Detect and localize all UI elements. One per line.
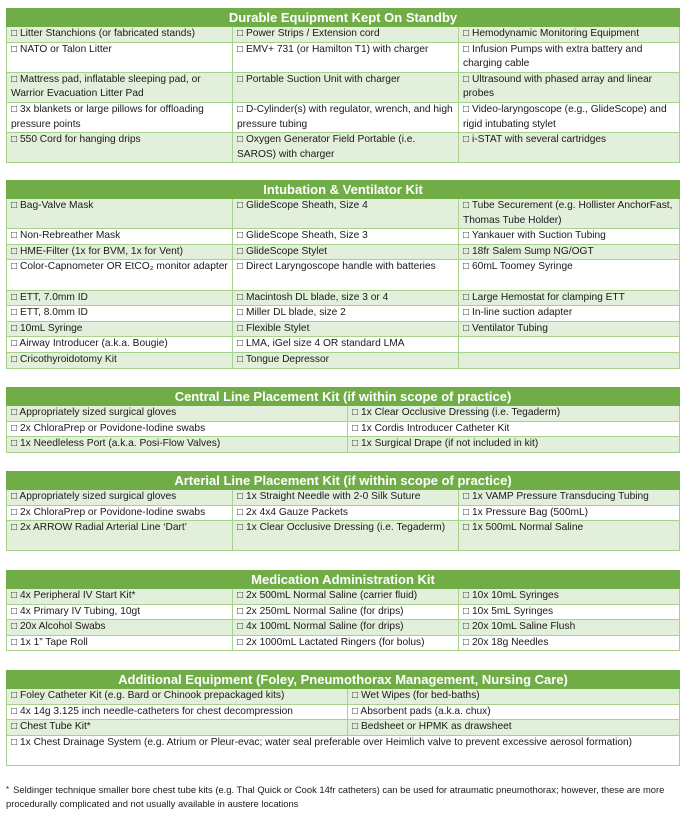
- checklist-item-label: 1x Clear Occlusive Dressing (i.e. Tegaderm): [360, 407, 561, 418]
- checkbox-icon[interactable]: □: [237, 605, 246, 617]
- checklist-item-label: 2x ChloraPrep or Povidone-Iodine swabs: [19, 422, 206, 434]
- table-row: [7, 490, 680, 506]
- checklist-item[interactable]: [459, 290, 680, 306]
- checklist-item[interactable]: [7, 72, 233, 102]
- checklist-item[interactable]: [233, 352, 459, 368]
- checklist-item-label: 1x Straight Needle with 2-0 Silk Suture: [245, 491, 421, 502]
- checklist-item[interactable]: [459, 490, 680, 506]
- checklist-item[interactable]: [7, 27, 233, 43]
- checklist-item[interactable]: [459, 635, 680, 651]
- checkbox-icon[interactable]: □: [352, 407, 361, 418]
- checkbox-icon[interactable]: □: [11, 322, 20, 334]
- table-row: [7, 352, 680, 368]
- checklist-item-label: Large Hemostat for clamping ETT: [471, 291, 625, 303]
- checklist-item-label: 1x Needleless Port (a.k.a. Posi-Flow Valves): [19, 438, 221, 450]
- checklist-item[interactable]: [233, 27, 459, 43]
- checkbox-icon[interactable]: □: [463, 322, 472, 334]
- checkbox-icon[interactable]: □: [11, 134, 20, 146]
- checklist-item-label: Flexible Stylet: [245, 322, 310, 334]
- checkbox-icon[interactable]: □: [11, 605, 20, 617]
- checklist-item-label: 1x Clear Occlusive Dressing (i.e. Tegaderm): [245, 522, 446, 534]
- checkbox-icon[interactable]: □: [237, 230, 246, 242]
- table-row: [7, 635, 680, 651]
- checkbox-icon[interactable]: □: [463, 522, 472, 534]
- table-row: [7, 133, 680, 163]
- table-row: [7, 321, 680, 337]
- checkbox-icon[interactable]: □: [463, 291, 472, 303]
- checklist-item-label: 3x blankets or large pillows for offloading pressure points: [11, 103, 204, 130]
- intubation-ventilator-table: [6, 180, 680, 369]
- checklist-item[interactable]: [7, 421, 348, 437]
- table-row: [7, 421, 680, 437]
- table-row: [7, 290, 680, 306]
- table-row: [7, 437, 680, 453]
- footnote-text: Seldinger technique smaller bore chest tube kits (e.g. Thal Quick or Cook 14fr catheters) can be used for atraumatic pneumothorax; however, these are more procedurally complicated and not usually available in austere locations: [6, 784, 665, 809]
- table-row: [7, 604, 680, 620]
- checkbox-icon[interactable]: □: [237, 73, 246, 85]
- checklist-item[interactable]: [233, 620, 459, 636]
- table-row: [7, 72, 680, 102]
- checklist-item-label: Video-laryngoscope (e.g., GlideScope) and rigid intubating stylet: [463, 103, 667, 130]
- checkbox-icon[interactable]: □: [237, 134, 246, 146]
- checkbox-icon[interactable]: □: [11, 230, 20, 242]
- checklist-item[interactable]: [7, 437, 348, 453]
- checklist-item-label: i-STAT with several cartridges: [471, 134, 607, 146]
- checkbox-icon[interactable]: □: [11, 407, 20, 418]
- checklist-item[interactable]: [459, 321, 680, 337]
- checklist-item-label: 20x Alcohol Swabs: [19, 621, 106, 633]
- checkbox-icon[interactable]: □: [237, 353, 246, 365]
- checklist-item-label: 2x 250mL Normal Saline (for drips): [245, 605, 404, 617]
- checklist-item[interactable]: [233, 604, 459, 620]
- checkbox-icon[interactable]: □: [463, 43, 472, 55]
- checklist-item[interactable]: [7, 306, 233, 322]
- checklist-item[interactable]: [7, 244, 233, 260]
- checkbox-icon[interactable]: □: [11, 690, 20, 701]
- checkbox-icon[interactable]: □: [11, 438, 20, 450]
- checklist-item-label: 1x Chest Drainage System (e.g. Atrium or Pleur-evac; water seal preferable over Heimlich valve to prevent excessive aerosol formation): [19, 736, 633, 748]
- medication-administration-table: [6, 570, 680, 651]
- checklist-item-label: 550 Cord for hanging drips: [19, 134, 141, 146]
- checkbox-icon[interactable]: □: [352, 422, 361, 434]
- checkbox-icon[interactable]: □: [237, 28, 246, 39]
- checkbox-icon[interactable]: □: [11, 506, 20, 518]
- checklist-item-label: GlideScope Sheath, Size 4: [245, 200, 368, 211]
- checklist-item[interactable]: [7, 42, 233, 72]
- checkbox-icon[interactable]: □: [11, 491, 20, 502]
- table-row: [7, 689, 680, 705]
- checklist-item[interactable]: [233, 505, 459, 521]
- checkbox-icon[interactable]: □: [11, 28, 20, 39]
- checklist-item[interactable]: [459, 42, 680, 72]
- checklist-item-label: Yankauer with Suction Tubing: [471, 230, 606, 242]
- checkbox-icon[interactable]: □: [463, 134, 472, 146]
- checklist-item-label: 18fr Salem Sump NG/OGT: [471, 245, 594, 257]
- checklist-item[interactable]: [7, 620, 233, 636]
- checkbox-icon[interactable]: □: [463, 103, 472, 115]
- checkbox-icon[interactable]: □: [237, 621, 246, 633]
- checklist-item[interactable]: [233, 337, 459, 353]
- checklist-item-label: Tube Securement (e.g. Hollister AnchorFast, Thomas Tube Holder): [463, 200, 673, 226]
- checklist-item[interactable]: [233, 229, 459, 245]
- checklist-item-label: Airway Introducer (a.k.a. Bougie): [19, 338, 168, 350]
- central-line-table: [6, 387, 680, 453]
- checklist-item-label: D-Cylinder(s) with regulator, wrench, and high pressure tubing: [237, 103, 453, 130]
- checkbox-icon[interactable]: □: [11, 705, 20, 717]
- checkbox-icon[interactable]: □: [237, 291, 246, 303]
- checklist-item: [459, 337, 680, 353]
- checklist-item-label: 1x 500mL Normal Saline: [471, 522, 584, 534]
- checklist-item-label: 20x 18g Needles: [471, 636, 549, 648]
- checklist-item-label: Bag-Valve Mask: [19, 200, 94, 211]
- checkbox-icon[interactable]: □: [11, 200, 20, 211]
- checklist-item[interactable]: [459, 199, 680, 229]
- checklist-item[interactable]: [7, 352, 233, 368]
- checklist-item[interactable]: [7, 102, 233, 132]
- checklist-item[interactable]: [348, 704, 680, 720]
- checklist-item-label: ETT, 7.0mm ID: [19, 291, 88, 303]
- table-row: [7, 260, 680, 290]
- checklist-item[interactable]: [7, 735, 680, 765]
- section-title: Intubation & Ventilator Kit: [7, 181, 680, 199]
- checklist-item[interactable]: [459, 229, 680, 245]
- checklist-item-label: 4x Peripheral IV Start Kit*: [19, 590, 136, 601]
- checkbox-icon[interactable]: □: [11, 338, 20, 350]
- checkbox-icon[interactable]: □: [11, 422, 20, 434]
- checklist-item[interactable]: [7, 321, 233, 337]
- table-row: [7, 306, 680, 322]
- checklist-item[interactable]: [459, 521, 680, 551]
- checklist-item-label: EMV+ 731 (or Hamilton T1) with charger: [245, 43, 429, 55]
- checklist-item-label: Miller DL blade, size 2: [245, 307, 346, 319]
- checklist-item[interactable]: [7, 229, 233, 245]
- checklist-item[interactable]: [233, 260, 459, 290]
- footnote-marker: *: [6, 785, 10, 794]
- checkbox-icon[interactable]: □: [237, 522, 246, 534]
- checklist-item[interactable]: [7, 589, 233, 605]
- checklist-item[interactable]: [7, 133, 233, 163]
- checkbox-icon[interactable]: □: [237, 245, 246, 257]
- section-title: Arterial Line Placement Kit (if within scope of practice): [7, 472, 680, 490]
- table-row: [7, 27, 680, 43]
- checklist-item-label: Appropriately sized surgical gloves: [19, 407, 177, 418]
- checkbox-icon[interactable]: □: [237, 261, 246, 273]
- checklist-item[interactable]: [233, 635, 459, 651]
- checkbox-icon[interactable]: □: [352, 721, 361, 733]
- checklist-item-label: 60mL Toomey Syringe: [471, 261, 573, 273]
- checklist-item-label: 4x 14g 3.125 inch needle-catheters for chest decompression: [19, 705, 293, 717]
- checklist-item[interactable]: [233, 72, 459, 102]
- checkbox-icon[interactable]: □: [11, 43, 20, 55]
- checkbox-icon[interactable]: □: [11, 103, 20, 115]
- checklist-item-label: NATO or Talon Litter: [19, 43, 112, 55]
- checklist-item[interactable]: [233, 321, 459, 337]
- checklist-item-label: 2x 4x4 Gauze Packets: [245, 506, 348, 518]
- table-row: [7, 521, 680, 551]
- checklist-item[interactable]: [7, 337, 233, 353]
- checklist-item-label: 2x 1000mL Lactated Ringers (for bolus): [245, 636, 425, 648]
- table-row: [7, 720, 680, 736]
- checklist-item-label: Ventilator Tubing: [471, 322, 548, 334]
- checklist-item[interactable]: [459, 133, 680, 163]
- checklist-item-label: 1x VAMP Pressure Transducing Tubing: [471, 491, 649, 502]
- checklist-item[interactable]: [7, 406, 348, 422]
- checkbox-icon[interactable]: □: [463, 230, 472, 242]
- checklist-item[interactable]: [459, 102, 680, 132]
- checklist-item-label: LMA, iGel size 4 OR standard LMA: [245, 338, 405, 350]
- checklist-item-label: Macintosh DL blade, size 3 or 4: [245, 291, 389, 303]
- checkbox-icon[interactable]: □: [11, 73, 20, 85]
- checkbox-icon[interactable]: □: [463, 200, 472, 211]
- checkbox-icon[interactable]: □: [11, 307, 20, 319]
- checklist-item-label: 10x 5mL Syringes: [471, 605, 554, 617]
- footnote: [6, 783, 681, 811]
- checklist-item-label: 1x Cordis Introducer Catheter Kit: [360, 422, 510, 434]
- checkbox-icon[interactable]: □: [11, 590, 20, 601]
- checkbox-icon[interactable]: □: [11, 353, 20, 365]
- section-title: Central Line Placement Kit (if within scope of practice): [7, 388, 680, 406]
- checklist-item[interactable]: [459, 505, 680, 521]
- checklist-item-label: 10mL Syringe: [19, 322, 83, 334]
- checkbox-icon[interactable]: □: [463, 261, 472, 273]
- checklist-item[interactable]: [459, 27, 680, 43]
- checkbox-icon[interactable]: □: [11, 621, 20, 633]
- checklist-item[interactable]: [7, 720, 348, 736]
- table-row: [7, 406, 680, 422]
- additional-equipment-table: [6, 670, 680, 766]
- checklist-item[interactable]: [233, 42, 459, 72]
- checkbox-icon[interactable]: □: [11, 736, 20, 748]
- checkbox-icon[interactable]: □: [463, 506, 472, 518]
- checklist-item-label: HME-Filter (1x for BVM, 1x for Vent): [19, 245, 184, 257]
- checklist-item-label: GlideScope Stylet: [245, 245, 327, 257]
- checklist-item[interactable]: [348, 421, 680, 437]
- checklist-item[interactable]: [348, 406, 680, 422]
- checklist-item-label: 2x ARROW Radial Arterial Line ‘Dart’: [19, 522, 188, 534]
- checklist-item[interactable]: [459, 604, 680, 620]
- checkbox-icon[interactable]: □: [463, 621, 472, 633]
- checklist-item[interactable]: [459, 260, 680, 290]
- checklist-item-label: Appropriately sized surgical gloves: [19, 491, 177, 502]
- checkbox-icon[interactable]: □: [11, 245, 20, 257]
- checkbox-icon[interactable]: □: [237, 200, 246, 211]
- checklist-item[interactable]: [233, 244, 459, 260]
- checklist-item-label: Bedsheet or HPMK as drawsheet: [360, 721, 512, 733]
- checklist-item[interactable]: [233, 490, 459, 506]
- checkbox-icon[interactable]: □: [237, 103, 246, 115]
- checklist-item-label: Power Strips / Extension cord: [245, 28, 380, 39]
- checklist-item[interactable]: [7, 505, 233, 521]
- table-row: [7, 589, 680, 605]
- checkbox-icon[interactable]: □: [237, 636, 246, 648]
- checkbox-icon[interactable]: □: [463, 636, 472, 648]
- checklist-item-label: 1x Pressure Bag (500mL): [471, 506, 589, 518]
- checklist-item[interactable]: [348, 437, 680, 453]
- checklist-item-label: 1x 1” Tape Roll: [19, 636, 88, 648]
- table-row: [7, 102, 680, 132]
- table-row: [7, 244, 680, 260]
- checkbox-icon[interactable]: □: [237, 307, 246, 319]
- checkbox-icon[interactable]: □: [463, 307, 472, 319]
- arterial-line-table: [6, 471, 680, 551]
- checklist-item-label: GlideScope Sheath, Size 3: [245, 230, 368, 242]
- table-row: [7, 337, 680, 353]
- checklist-item[interactable]: [233, 102, 459, 132]
- checklist-item-label: Infusion Pumps with extra battery and charging cable: [463, 43, 643, 70]
- checklist-item-label: Portable Suction Unit with charger: [245, 73, 401, 85]
- checkbox-icon[interactable]: □: [237, 43, 246, 55]
- table-row: [7, 735, 680, 765]
- checkbox-icon[interactable]: □: [237, 506, 246, 518]
- checklist-item[interactable]: [233, 589, 459, 605]
- checklist-item[interactable]: [233, 199, 459, 229]
- checklist-item[interactable]: [459, 306, 680, 322]
- checklist-item[interactable]: [459, 244, 680, 260]
- checklist-item[interactable]: [7, 521, 233, 551]
- checklist-item[interactable]: [233, 133, 459, 163]
- checklist-item-label: Non-Rebreather Mask: [19, 230, 121, 242]
- checklist-item-label: Chest Tube Kit*: [19, 721, 91, 733]
- table-row: [7, 42, 680, 72]
- checklist-item-label: 20x 10mL Saline Flush: [471, 621, 576, 633]
- checklist-item-label: Hemodynamic Monitoring Equipment: [471, 28, 640, 39]
- checkbox-icon[interactable]: □: [237, 322, 246, 334]
- checklist-item-label: 2x ChloraPrep or Povidone-Iodine swabs: [19, 506, 206, 518]
- checklist-item[interactable]: [7, 260, 233, 290]
- checkbox-icon[interactable]: □: [11, 522, 20, 534]
- checklist-item[interactable]: [233, 290, 459, 306]
- checkbox-icon[interactable]: □: [11, 261, 20, 273]
- checklist-item[interactable]: [233, 306, 459, 322]
- section-title: Additional Equipment (Foley, Pneumothorax Management, Nursing Care): [7, 671, 680, 689]
- checklist-item-label: Wet Wipes (for bed-baths): [360, 690, 480, 701]
- checkbox-icon[interactable]: □: [11, 636, 20, 648]
- checklist-item-label: Mattress pad, inflatable sleeping pad, or Warrior Evacuation Litter Pad: [11, 73, 201, 100]
- checkbox-icon[interactable]: □: [11, 291, 20, 303]
- checklist-item-label: Cricothyroidotomy Kit: [19, 353, 117, 365]
- checkbox-icon[interactable]: □: [237, 338, 246, 350]
- checklist-item-label: 1x Surgical Drape (if not included in kit): [360, 438, 539, 450]
- checkbox-icon[interactable]: □: [463, 605, 472, 617]
- checklist-item[interactable]: [459, 72, 680, 102]
- checklist-item-label: Oxygen Generator Field Portable (i.e. SAROS) with charger: [237, 134, 416, 160]
- section-title: Medication Administration Kit: [7, 571, 680, 589]
- checklist-item-label: Ultrasound with phased array and linear probes: [463, 73, 653, 100]
- checkbox-icon[interactable]: □: [463, 73, 472, 85]
- checklist-item-label: 10x 10mL Syringes: [471, 590, 559, 601]
- checklist-item[interactable]: [7, 490, 233, 506]
- table-row: [7, 704, 680, 720]
- checkbox-icon[interactable]: □: [11, 721, 20, 733]
- checkbox-icon[interactable]: □: [463, 245, 472, 257]
- checklist-item[interactable]: [7, 199, 233, 229]
- checklist-item-label: ETT, 8.0mm ID: [19, 307, 88, 319]
- checklist-item-label: Color-Capnometer OR EtCO₂ monitor adapter: [19, 261, 228, 273]
- checklist-item[interactable]: [348, 689, 680, 705]
- checkbox-icon[interactable]: □: [237, 590, 246, 601]
- checklist-item-label: Foley Catheter Kit (e.g. Bard or Chinook prepackaged kits): [19, 690, 285, 701]
- checklist-item: [459, 352, 680, 368]
- checklist-item[interactable]: [233, 521, 459, 551]
- checklist-item[interactable]: [7, 704, 348, 720]
- table-row: [7, 505, 680, 521]
- checklist-item[interactable]: [7, 635, 233, 651]
- checklist-item[interactable]: [7, 604, 233, 620]
- table-row: [7, 199, 680, 229]
- checkbox-icon[interactable]: □: [237, 491, 246, 502]
- checklist-item[interactable]: [7, 689, 348, 705]
- checkbox-icon[interactable]: □: [463, 491, 472, 502]
- checkbox-icon[interactable]: □: [463, 590, 472, 601]
- checklist-item[interactable]: [459, 589, 680, 605]
- checklist-item-label: 4x Primary IV Tubing, 10gt: [19, 605, 141, 617]
- checkbox-icon[interactable]: □: [463, 28, 472, 39]
- checklist-item-label: 2x 500mL Normal Saline (carrier fluid): [245, 590, 418, 601]
- checklist-item-label: Litter Stanchions (or fabricated stands): [19, 28, 195, 39]
- section-title: Durable Equipment Kept On Standby: [7, 9, 680, 27]
- checklist-item[interactable]: [459, 620, 680, 636]
- table-row: [7, 620, 680, 636]
- checklist-item-label: Direct Laryngoscope handle with batteries: [245, 261, 436, 273]
- checklist-item-label: In-line suction adapter: [471, 307, 573, 319]
- table-row: [7, 229, 680, 245]
- checkbox-icon[interactable]: □: [352, 690, 361, 701]
- checklist-item-label: 4x 100mL Normal Saline (for drips): [245, 621, 404, 633]
- checkbox-icon[interactable]: □: [352, 705, 361, 717]
- checklist-item[interactable]: [348, 720, 680, 736]
- checklist-item-label: Tongue Depressor: [245, 353, 330, 365]
- checkbox-icon[interactable]: □: [352, 438, 361, 450]
- checklist-item[interactable]: [7, 290, 233, 306]
- checklist-item-label: Absorbent pads (a.k.a. chux): [360, 705, 491, 717]
- durable-equipment-table: [6, 8, 680, 163]
